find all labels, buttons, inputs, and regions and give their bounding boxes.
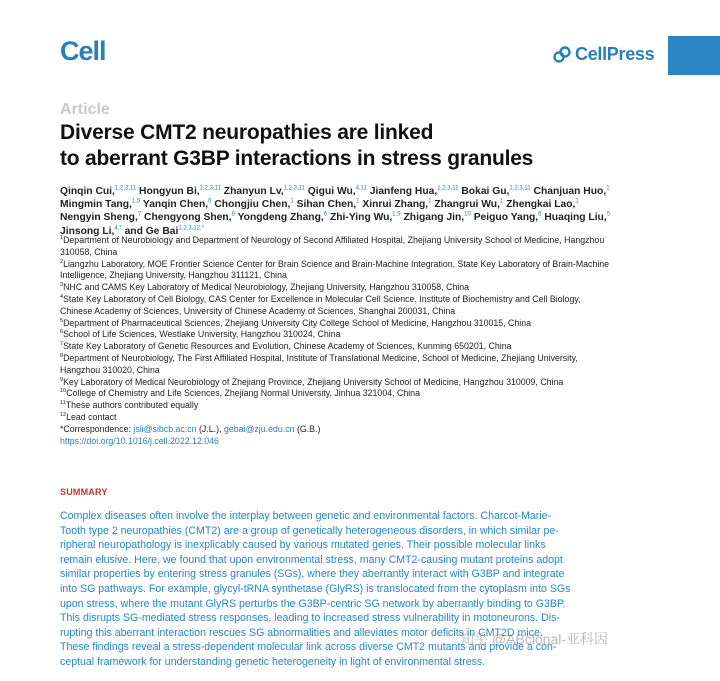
email-link-gebai[interactable]: gebai@zju.edu.cn (223, 423, 295, 434)
affiliation-row (60, 353, 670, 365)
affiliation-text: Liangzhu Laboratory, MOE Frontier Science Center for Brain Science and Brain-Machine Integration, State Key Laboratory of Brain-Machine (63, 258, 610, 269)
affiliation-text: NHC and CAMS Key Laboratory of Medical Neurobiology, Zhejiang University, Hangzhou 310058, China (63, 282, 470, 293)
author-list (60, 185, 660, 238)
affiliation-row (60, 294, 670, 306)
affiliation-number: 9 (60, 376, 64, 383)
author-name: Qinqin Cui, (60, 186, 115, 197)
author-affiliation-marker: 1,2,3,11 (283, 185, 305, 192)
author-affiliation-marker: 1,2,3,11 (509, 185, 531, 192)
cellpress-wordmark: CellPress (575, 44, 655, 64)
author-affiliation-marker: 6 (208, 198, 212, 205)
affiliation-text: Intelligence, Zhejiang University, Hangzhou 311121, China (60, 270, 287, 281)
author-name: and Ge Bai (121, 225, 179, 237)
author-name: Chanjuan Huo, (530, 186, 607, 197)
author-affiliation-marker: 1 (290, 198, 294, 205)
author-name: Jinsong Li, (60, 225, 115, 237)
affiliation-row (60, 377, 670, 389)
author-affiliation-marker: 8 (231, 211, 235, 218)
author-name: Zhi-Ying Wu, (327, 212, 393, 224)
cell-journal-logo: Cell (60, 36, 106, 66)
affiliation-row (60, 341, 670, 353)
affiliation-number: 12 (60, 412, 67, 419)
summary-line: similar properties by entering stress granules (SGs), where they aberrantly interact with G3BP and integrate (60, 568, 565, 581)
author-name: Sihan Chen, (293, 199, 357, 211)
author-name: Qigui Wu, (304, 186, 356, 197)
affiliation-number: 6 (60, 329, 64, 336)
author-affiliation-marker: 6 (538, 211, 542, 218)
affiliation-text: Department of Neurobiology and Department of Neurology of Second Affiliated Hospital, Zhejiang University School of Medicine, Hangzhou (63, 235, 605, 245)
author-affiliation-marker: 7 (137, 211, 142, 218)
author-name: Huaqing Liu, (541, 212, 607, 224)
affiliation-text: School of Life Sciences, Westlake University, Hangzhou 310024, China (63, 329, 341, 340)
author-name: Chongjiu Chen, (211, 199, 291, 211)
affiliation-text: These authors contributed equally (65, 400, 199, 411)
author-affiliation-marker: 1,5 (131, 198, 141, 205)
correspondence-line: *Correspondence: jsli@sibcb.ac.cn (J.L.), gebai@zju.edu.cn (G.B.) (60, 423, 321, 434)
affiliation-row (60, 412, 670, 424)
author-name: Zhigang Jin, (400, 212, 465, 224)
author-name: Yanqin Chen, (140, 199, 209, 211)
article-type-label: Article (60, 101, 110, 118)
affiliation-list (60, 235, 670, 447)
affiliation-text: State Key Laboratory of Genetic Resources and Evolution, Chinese Academy of Sciences, Kunming 650201, China (63, 341, 512, 352)
summary-line: Tooth type 2 neuropathies (CMT2) are a group of genetically heterogeneous disorders, in which similar pe- (60, 524, 559, 537)
affiliation-row (60, 270, 670, 282)
affiliation-text: State Key Laboratory of Cell Biology, CAS Center for Excellence in Molecular Cell Science, Institute of Biochemistry and Cell Biology, (63, 293, 581, 304)
author-affiliation-marker: 1 (428, 198, 432, 205)
title-line: Diverse CMT2 neuropathies are linked (60, 121, 434, 144)
author-affiliation-marker: 10 (464, 211, 471, 218)
cellpress-mark-icon (553, 46, 571, 64)
author-name: Hongyun Bi, (136, 186, 200, 197)
author-affiliation-marker: 1 (606, 185, 610, 192)
email-link-jsli[interactable]: jsli@sibcb.ac.cn (133, 423, 197, 434)
author-line (60, 185, 660, 198)
affiliation-row (60, 259, 670, 271)
author-affiliation-marker: 1,2,3,11 (114, 185, 137, 192)
header-accent-tab (668, 36, 720, 75)
watermark-text: 知乎 @ABclonal-亚科因 (460, 631, 609, 647)
summary-line: ripheral neuropathology is inexplicably caused by various mutated genes. Their possible molecular links (60, 539, 546, 552)
summary-line: ceptual framework for understanding genetic heterogeneity in light of environmental stress. (60, 655, 486, 668)
affiliation-row (60, 318, 670, 330)
affiliation-row (60, 329, 670, 341)
author-affiliation-marker: 6 (323, 211, 328, 218)
affiliation-number: 8 (60, 353, 64, 360)
author-affiliation-marker: 1,9 (392, 211, 401, 218)
summary-line: Complex diseases often involve the interplay between genetic and environmental factors. Charcot-Marie- (60, 510, 552, 522)
author-line (60, 211, 660, 224)
affiliation-row (60, 388, 670, 400)
affiliation-text: College of Chemistry and Life Sciences, Zhejiang Normal University, Jinhua 321004, China (66, 388, 420, 399)
affiliation-text: Hangzhou 310020, China (60, 364, 160, 375)
affiliation-row (60, 235, 670, 247)
author-name: Peiguo Yang, (470, 212, 539, 224)
author-affiliation-marker: 1 (575, 198, 579, 205)
author-name: Chengyong Shen, (141, 212, 232, 224)
affiliation-number: 2 (60, 258, 64, 265)
affiliation-text: Chinese Academy of Sciences, University of Chinese Academy of Sciences, Shanghai 200031, China (60, 305, 456, 316)
affiliation-text: Lead contact (66, 411, 117, 422)
affiliation-text: Key Laboratory of Medical Neurobiology of Zhejiang Province, Zhejiang University School of Medicine, Hangzhou 310009, China (63, 376, 564, 387)
article-title (60, 120, 620, 172)
author-name: Bokai Gu, (458, 186, 510, 197)
affiliation-row (60, 365, 670, 377)
affiliation-number: 7 (60, 341, 64, 348)
affiliation-number: 3 (60, 282, 64, 289)
author-affiliation-marker: 1,2,3,11 (437, 185, 459, 192)
summary-line: upon stress, where the mutant GlyRS perturbs the G3BP-centric SG network by aberrantly binding to G3BP. (60, 597, 566, 610)
summary-line: remain elusive. Here, we found that upon environmental stress, many CMT2-causing mutant proteins adopt (60, 553, 563, 566)
author-name: Nengyin Sheng, (60, 212, 138, 224)
summary-line: These findings reveal a stress-dependent molecular link across diverse CMT2 mutants and provide a con- (60, 641, 557, 654)
author-affiliation-marker: 1 (356, 198, 360, 205)
summary-line: into SG pathways. For example, glycyl-tRNA synthetase (GlyRS) is translocated from the cytoplasm into SGs (60, 582, 571, 595)
summary-line: rupting this aberrant interaction rescues SG abnormalities and alleviates motor deficits in CMT2D mice. (60, 626, 543, 639)
author-name: Zhengkai Lao, (503, 199, 576, 211)
author-affiliation-marker: 5 (606, 211, 611, 218)
summary-line: This disrupts SG-mediated stress responses, leading to increased stress vulnerability in motoneurons. Dis- (60, 612, 560, 625)
author-name: Zhangrui Wu, (431, 199, 500, 211)
affiliation-number: 11 (60, 400, 66, 407)
affiliation-text: 310058, China (60, 246, 118, 257)
affiliation-row (60, 400, 670, 412)
affiliation-row (60, 247, 670, 259)
author-affiliation-marker: 1,2,3,11 (199, 185, 221, 192)
author-name: Mingmin Tang, (60, 199, 132, 211)
author-name: Xinrui Zhang, (359, 199, 429, 211)
affiliation-number: 5 (60, 317, 64, 324)
summary-heading: SUMMARY (60, 487, 108, 497)
author-name: Jianfeng Hua, (366, 186, 438, 197)
author-line (60, 198, 660, 211)
affiliation-row (60, 282, 670, 294)
doi-link[interactable]: https://doi.org/10.1016/j.cell.2022.12.046 (60, 435, 219, 446)
affiliation-text: Department of Neurobiology, The First Affiliated Hospital, Institute of Translational Medicine, School of Medicine, Zhejiang University, (63, 352, 578, 363)
affiliation-text: Department of Pharmaceutical Sciences, Zhejiang University City College School of Medicine, Hangzhou 310015, China (63, 317, 532, 328)
affiliation-number: 4 (60, 294, 64, 301)
title-line: to aberrant G3BP interactions in stress granules (60, 147, 534, 170)
author-name: Yongdeng Zhang, (234, 212, 324, 224)
author-affiliation-marker: 4,11 (355, 185, 367, 192)
cellpress-logo (553, 44, 654, 65)
affiliation-number: 10 (60, 388, 67, 395)
author-affiliation-marker: 1,2,3,12,* (178, 225, 205, 232)
affiliation-row (60, 306, 670, 318)
author-affiliation-marker: 4,* (114, 225, 122, 232)
author-name: Zhanyun Lv, (220, 186, 284, 197)
author-affiliation-marker: 1 (499, 198, 504, 205)
affiliation-number: 1 (60, 235, 64, 242)
